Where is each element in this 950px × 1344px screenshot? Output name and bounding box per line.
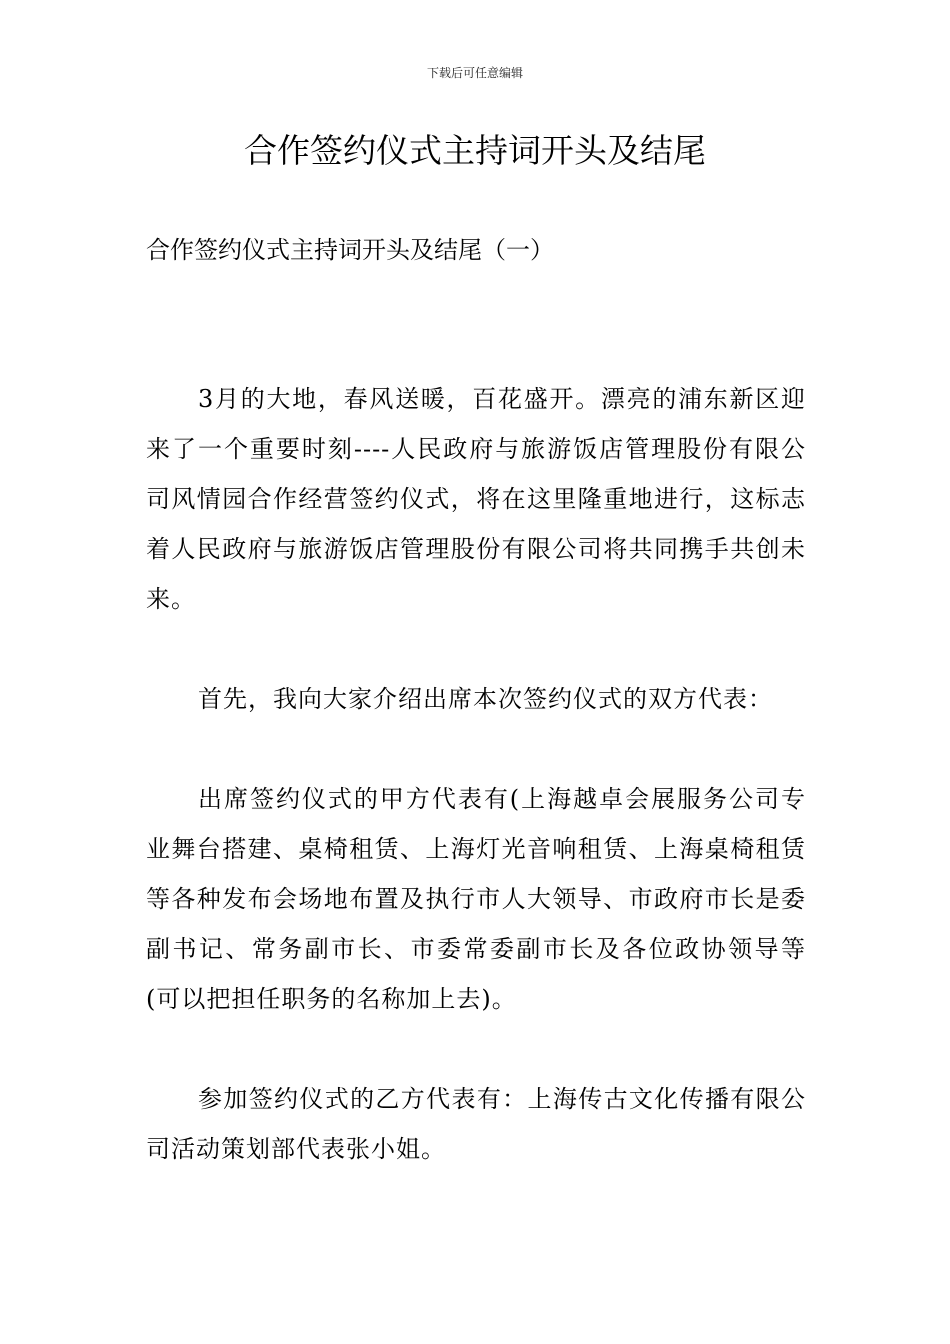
paragraph-party-b: 参加签约仪式的乙方代表有：上海传古文化传播有限公司活动策划部代表张小姐。 [146, 1085, 806, 1163]
document-title: 合作签约仪式主持词开头及结尾 [244, 131, 706, 170]
section-heading: 合作签约仪式主持词开头及结尾（一） [146, 236, 554, 264]
header-note: 下载后可任意编辑 [426, 66, 523, 80]
paragraph-introduce-reps: 首先，我向大家介绍出席本次签约仪式的双方代表： [198, 685, 773, 713]
paragraph-party-a: 出席签约仪式的甲方代表有(上海越卓会展服务公司专业舞台搭建、桌椅租赁、上海灯光音响租赁、上海桌椅租赁等各种发布会场地布置及执行市人大领导、市政府市长是委副书记、常务副市长、市委常委副市长及各位政协领导等(可以把担任职务的名称加上去)。 [146, 785, 806, 1013]
paragraph-intro: 3月的大地，春风送暖，百花盛开。漂亮的浦东新区迎来了一个重要时刻----人民政府与旅游饭店管理股份有限公司风情园合作经营签约仪式，将在这里隆重地进行，这标志着人民政府与旅游饭店管理股份有限公司将共同携手共创未来。 [146, 385, 806, 613]
